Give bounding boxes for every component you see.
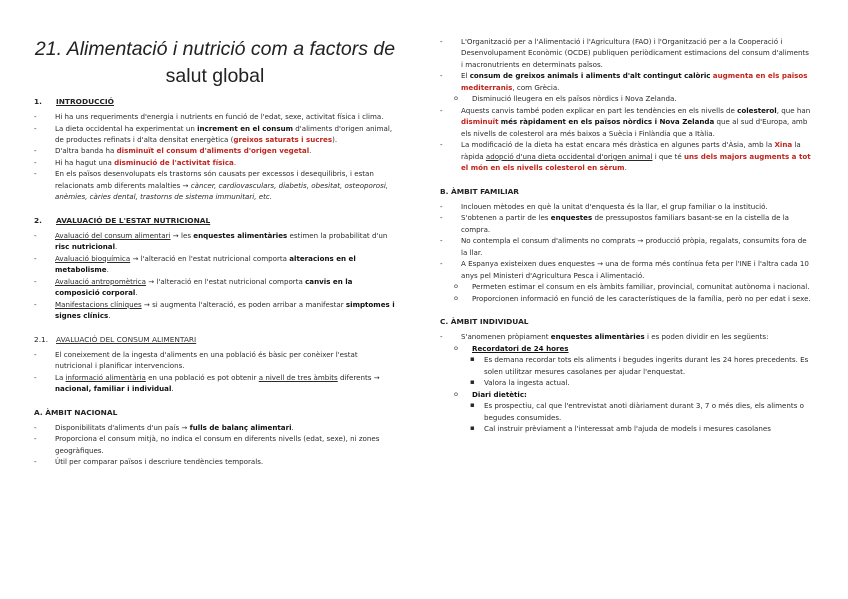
section-title: C. ÀMBIT INDIVIDUAL bbox=[440, 317, 529, 327]
italic-text: → càncer, cardiovasculars, diabetis, obesitat, osteoporosi, anèmies, càries dental, trastorns de sistema immunitari, etc. bbox=[55, 180, 389, 202]
text: . bbox=[115, 242, 118, 252]
text: Disminució lleugera en els països nòrdics i Nova Zelanda. bbox=[472, 94, 677, 104]
text: La dieta occidental ha experimentat un bbox=[55, 123, 198, 133]
bold-text: simptomes i signes clínics bbox=[55, 299, 395, 321]
section-a-heading bbox=[34, 407, 396, 419]
list-item bbox=[440, 258, 812, 304]
underlined-text: informació alimentària bbox=[65, 372, 146, 382]
text: → les bbox=[170, 230, 194, 240]
sub-sublist-item bbox=[440, 354, 812, 377]
evaluation-list bbox=[34, 230, 396, 322]
sub-sublist bbox=[440, 354, 812, 388]
family-list bbox=[440, 201, 812, 304]
text: Útil per comparar països i descriure tendències temporals. bbox=[55, 457, 264, 467]
list-item bbox=[440, 235, 812, 258]
left-column bbox=[34, 36, 396, 468]
national-list bbox=[34, 422, 396, 468]
sub-sublist-item bbox=[440, 423, 812, 434]
list-item bbox=[34, 372, 396, 395]
text: Proporciona el consum mitjà, no indica el consum en diferents nivells (edat, sexe), ni zones geogràfiques. bbox=[55, 434, 380, 455]
text: D'altra banda ha bbox=[55, 146, 117, 156]
text: ). bbox=[332, 134, 338, 144]
section-number: 2.1. bbox=[34, 334, 49, 344]
text: Proporcionen informació en funció de les característiques de la família, però no per edat i sexe. bbox=[472, 293, 811, 303]
list-item bbox=[34, 145, 396, 156]
text: → si augmenta l'alteració, es poden arribar a manifestar bbox=[141, 299, 346, 309]
text: en una població es pot obtenir bbox=[145, 372, 259, 382]
title-line-2: salut global bbox=[165, 64, 265, 87]
underlined-text: adopció d'una dieta occidental d'origen animal bbox=[485, 151, 653, 161]
list-item bbox=[440, 212, 812, 235]
section-title: AVALUACIÓ DE L'ESTAT NUTRICIONAL bbox=[56, 215, 211, 225]
section-title: A. ÀMBIT NACIONAL bbox=[34, 407, 118, 417]
highlight-text: disminuït el consum d'aliments d'origen vegetal bbox=[116, 146, 310, 156]
sublist bbox=[440, 93, 812, 104]
text: Cal instruir prèviament a l'interessat amb l'ajuda de models i mesures casolanes bbox=[484, 424, 771, 434]
text: . bbox=[624, 163, 627, 173]
text: . bbox=[171, 384, 174, 394]
sublist-item bbox=[440, 293, 812, 304]
title-line-1: 21. Alimentació i nutrició com a factors de bbox=[34, 38, 396, 60]
list-item bbox=[34, 276, 396, 299]
bold-text: nacional, familiar i individual bbox=[55, 384, 172, 394]
text: Aquests canvis també poden explicar en part les tendències en els nivells de bbox=[461, 105, 738, 115]
list-item bbox=[440, 331, 812, 434]
text: . bbox=[291, 422, 294, 432]
text: Valora la ingesta actual. bbox=[484, 378, 570, 388]
text: La bbox=[55, 372, 66, 382]
text: , com Grècia. bbox=[512, 82, 560, 92]
underlined-text: Avaluació antropomètrica bbox=[55, 276, 147, 286]
bold-text: fulls de balanç alimentari bbox=[189, 422, 292, 432]
bold-text: enquestes bbox=[550, 213, 593, 223]
text: , que han bbox=[776, 105, 811, 115]
highlight-text: greixos saturats i sucres bbox=[233, 134, 333, 144]
sublist bbox=[440, 281, 812, 304]
underlined-text: Manifestacions clíniques bbox=[55, 299, 142, 309]
list-item bbox=[34, 253, 396, 276]
bold-text: Diari dietètic: bbox=[472, 389, 527, 399]
highlight-text: uns dels majors augments a tot el món en els nivells colesterol en sèrum bbox=[461, 151, 811, 173]
text: El coneixement de la ingesta d'aliments en una població és bàsic per conèixer l'estat nutricional i planificar intervencions. bbox=[55, 349, 358, 371]
text: S'anomenen pròpiament bbox=[461, 332, 551, 342]
list-item bbox=[34, 123, 396, 146]
text: A Espanya existeixen dues enquestes → una de forma més contínua feta per l'INE i l'altra cada 10 anys pel Ministeri d'Agricultura Pesca i Alimentació. bbox=[461, 259, 809, 280]
bold-text: més ràpidament en els països nòrdics i Nova Zelanda bbox=[500, 117, 715, 127]
underlined-text: Avaluació bioquímica bbox=[55, 253, 131, 263]
list-item bbox=[34, 299, 396, 322]
section-2-1-heading bbox=[34, 334, 396, 346]
text: i es poden dividir en les següents: bbox=[644, 332, 769, 342]
section-title: INTRODUCCIÓ bbox=[56, 97, 114, 107]
text: El bbox=[461, 71, 470, 81]
text: Hi ha hagut una bbox=[55, 157, 115, 167]
bold-text: Recordatori de 24 hores bbox=[472, 343, 569, 353]
bold-text: colesterol bbox=[737, 105, 777, 115]
sublist-item bbox=[440, 389, 812, 435]
list-item bbox=[34, 230, 396, 253]
text: . bbox=[108, 311, 111, 321]
section-title: B. ÀMBIT FAMILIAR bbox=[440, 186, 519, 196]
list-item bbox=[440, 201, 812, 212]
text: que al sud d'Europa, amb els nivells de colesterol ara més baixos a Suècia i Finlàndia que a Itàlia. bbox=[461, 117, 808, 138]
text: diferents → bbox=[337, 372, 380, 382]
highlight-text: disminució de l'activitat física bbox=[114, 157, 234, 167]
right-column bbox=[440, 36, 812, 435]
sublist-item bbox=[440, 281, 812, 292]
text: → l'alteració en l'estat nutricional comporta bbox=[146, 276, 306, 286]
section-number: 1. bbox=[34, 97, 42, 107]
bold-text: canvis en la composició corporal bbox=[55, 276, 353, 298]
list-item bbox=[440, 36, 812, 70]
list-item bbox=[440, 70, 812, 104]
list-item bbox=[34, 422, 396, 433]
text: Inclouen mètodes en què la unitat d'enquesta és la llar, el grup familiar o la institució. bbox=[461, 201, 768, 211]
bold-text: risc nutricional bbox=[55, 242, 116, 252]
text: estimen la probabilitat d'un bbox=[287, 230, 388, 240]
section-b-heading bbox=[440, 186, 812, 198]
text: Hi ha uns requeriments d'energia i nutrients en funció de l'edat, sexe, activitat física i clima. bbox=[55, 112, 384, 122]
list-item bbox=[34, 456, 396, 467]
text: No contempla el consum d'aliments no comprats → producció pròpia, regalats, consumits fora de la llar. bbox=[461, 236, 807, 257]
individual-list bbox=[440, 331, 812, 434]
intro-list bbox=[34, 111, 396, 203]
text: d'aliments d'origen animal, de productes refinats i d'alta densitat energètica ( bbox=[55, 123, 393, 144]
page-title bbox=[34, 36, 396, 89]
text: Es demana recordar tots els aliments i begudes ingerits durant les 24 hores precedents. Es solen utilitzar mesures casolanes per ajudar l'enquestat. bbox=[484, 355, 809, 376]
list-item bbox=[34, 349, 396, 372]
text: Disponibilitats d'aliments d'un país → bbox=[55, 422, 190, 432]
list-item bbox=[34, 111, 396, 122]
highlight-text: augmenta en els països mediterranis bbox=[461, 71, 808, 92]
list-item bbox=[34, 433, 396, 456]
sublist-item bbox=[440, 93, 812, 104]
list-item bbox=[34, 157, 396, 168]
text: Es prospectiu, cal que l'entrevistat anoti diàriament durant 3, 7 o més dies, els aliments o begudes consumides. bbox=[484, 401, 804, 422]
text: L'Organització per a l'Alimentació i l'Agricultura (FAO) i l'Organització per a la Cooperació i Desenvolupament Econòmic (OCDE) publiquen periòdicament estimacions del consum d'aliments i macronutrients en determinats països. bbox=[461, 37, 809, 69]
list-item bbox=[34, 168, 396, 202]
underlined-text: Avaluació del consum alimentari bbox=[55, 230, 171, 240]
consumption-list bbox=[34, 349, 396, 395]
sublist-item bbox=[440, 343, 812, 389]
fao-list bbox=[440, 36, 812, 174]
bold-text: increment en el consum bbox=[197, 123, 294, 133]
text: En els països desenvolupats els trastorns són causats per excessos i desequilibris, i estan relacionats amb diferents malalties bbox=[55, 169, 374, 190]
text: . bbox=[135, 288, 138, 298]
bold-text: alteracions en el metabolisme bbox=[55, 253, 356, 275]
text: . bbox=[309, 146, 312, 156]
section-number: 2. bbox=[34, 215, 42, 225]
highlight-text: disminuït bbox=[461, 117, 499, 127]
text: S'obtenen a partir de les bbox=[461, 213, 551, 223]
text: i que té bbox=[652, 151, 684, 161]
text: la ràpida bbox=[461, 140, 801, 161]
text: . bbox=[106, 265, 109, 275]
bold-text: consum de greixos animals i aliments d'alt contingut calòric bbox=[469, 71, 711, 81]
section-2-heading bbox=[34, 215, 396, 227]
list-item bbox=[440, 105, 812, 139]
underlined-text: a nivell de tres àmbits bbox=[258, 372, 338, 382]
section-c-heading bbox=[440, 316, 812, 328]
text: Permeten estimar el consum en els àmbits familiar, provincial, comunitat autònoma i nacional. bbox=[472, 282, 810, 292]
sub-sublist-item bbox=[440, 377, 812, 388]
section-title: AVALUACIÓ DEL CONSUM ALIMENTARI bbox=[56, 334, 197, 344]
bold-text: enquestes alimentàries bbox=[550, 332, 645, 342]
text: . bbox=[233, 157, 237, 167]
highlight-text: Xina bbox=[774, 140, 793, 150]
text: La modificació de la dieta ha estat encara més dràstica en algunes parts d'Àsia, amb la bbox=[461, 140, 775, 150]
text: → l'alteració en l'estat nutricional comporta bbox=[130, 253, 290, 263]
section-1-heading bbox=[34, 96, 396, 108]
sub-sublist bbox=[440, 400, 812, 434]
sub-sublist-item bbox=[440, 400, 812, 423]
list-item bbox=[440, 139, 812, 173]
sublist bbox=[440, 343, 812, 435]
bold-text: enquestes alimentàries bbox=[193, 230, 288, 240]
text: de pressupostos familiars basant-se en la cistella de la compra. bbox=[461, 213, 790, 234]
